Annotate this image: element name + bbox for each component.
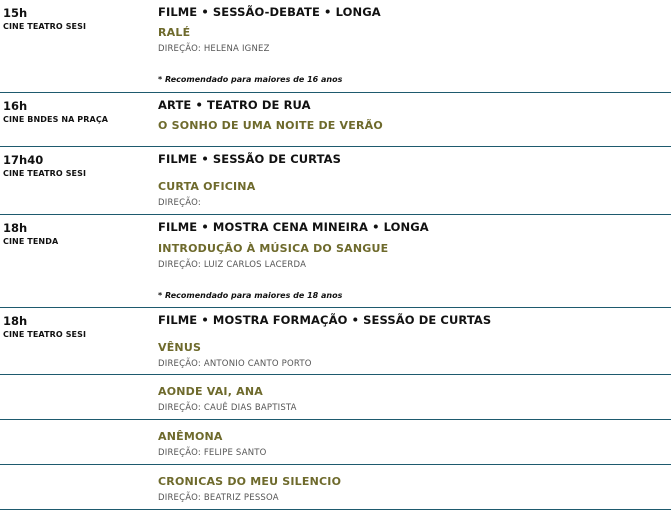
film-director: DIREÇÃO: BEATRIZ PESSOA [158, 493, 279, 503]
age-rating-note: * Recomendado para maiores de 16 anos [158, 75, 343, 84]
session-time: 15h [3, 6, 28, 20]
session-time: 17h40 [3, 153, 44, 167]
film-director: DIREÇÃO: ANTONIO CANTO PORTO [158, 359, 312, 369]
session-time: 18h [3, 314, 28, 328]
film-director: DIREÇÃO: HELENA IGNEZ [158, 44, 270, 54]
session-time: 18h [3, 221, 28, 235]
session-venue: CINE TEATRO SESI [3, 330, 87, 339]
schedule-row [0, 465, 671, 510]
schedule-row [0, 0, 671, 93]
session-time: 16h [3, 99, 28, 113]
age-rating-note: * Recomendado para maiores de 18 anos [158, 291, 343, 300]
film-director: DIREÇÃO: [158, 198, 201, 208]
film-title[interactable]: ANÊMONA [158, 430, 223, 443]
film-title[interactable]: AONDE VAI, ANA [158, 385, 263, 398]
schedule-row [0, 375, 671, 420]
session-category: ARTE • TEATRO DE RUA [158, 98, 311, 112]
film-title[interactable]: INTRODUÇÃO À MÚSICA DO SANGUE [158, 242, 389, 255]
session-venue: CINE TEATRO SESI [3, 22, 87, 31]
film-director: DIREÇÃO: LUIZ CARLOS LACERDA [158, 260, 307, 270]
film-title[interactable]: VÊNUS [158, 341, 202, 354]
session-venue: CINE TEATRO SESI [3, 169, 87, 178]
schedule-row [0, 215, 671, 308]
session-category: FILME • MOSTRA FORMAÇÃO • SESSÃO DE CURTAS [158, 313, 492, 327]
session-category: FILME • MOSTRA CENA MINEIRA • LONGA [158, 220, 429, 234]
film-title[interactable]: CRONICAS DO MEU SILENCIO [158, 475, 342, 488]
schedule-row [0, 147, 671, 215]
film-title[interactable]: O SONHO DE UMA NOITE DE VERÃO [158, 119, 383, 132]
session-category: FILME • SESSÃO DE CURTAS [158, 152, 342, 166]
session-venue: CINE TENDA [3, 237, 59, 246]
film-title[interactable]: RALÉ [158, 26, 191, 39]
schedule-row [0, 308, 671, 375]
film-director: DIREÇÃO: CAUÊ DIAS BAPTISTA [158, 403, 297, 413]
schedule-row [0, 420, 671, 465]
film-director: DIREÇÃO: FELIPE SANTO [158, 448, 267, 458]
schedule-row [0, 93, 671, 147]
session-venue: CINE BNDES NA PRAÇA [3, 115, 109, 124]
session-category: FILME • SESSÃO-DEBATE • LONGA [158, 5, 381, 19]
film-title[interactable]: CURTA OFICINA [158, 180, 256, 193]
